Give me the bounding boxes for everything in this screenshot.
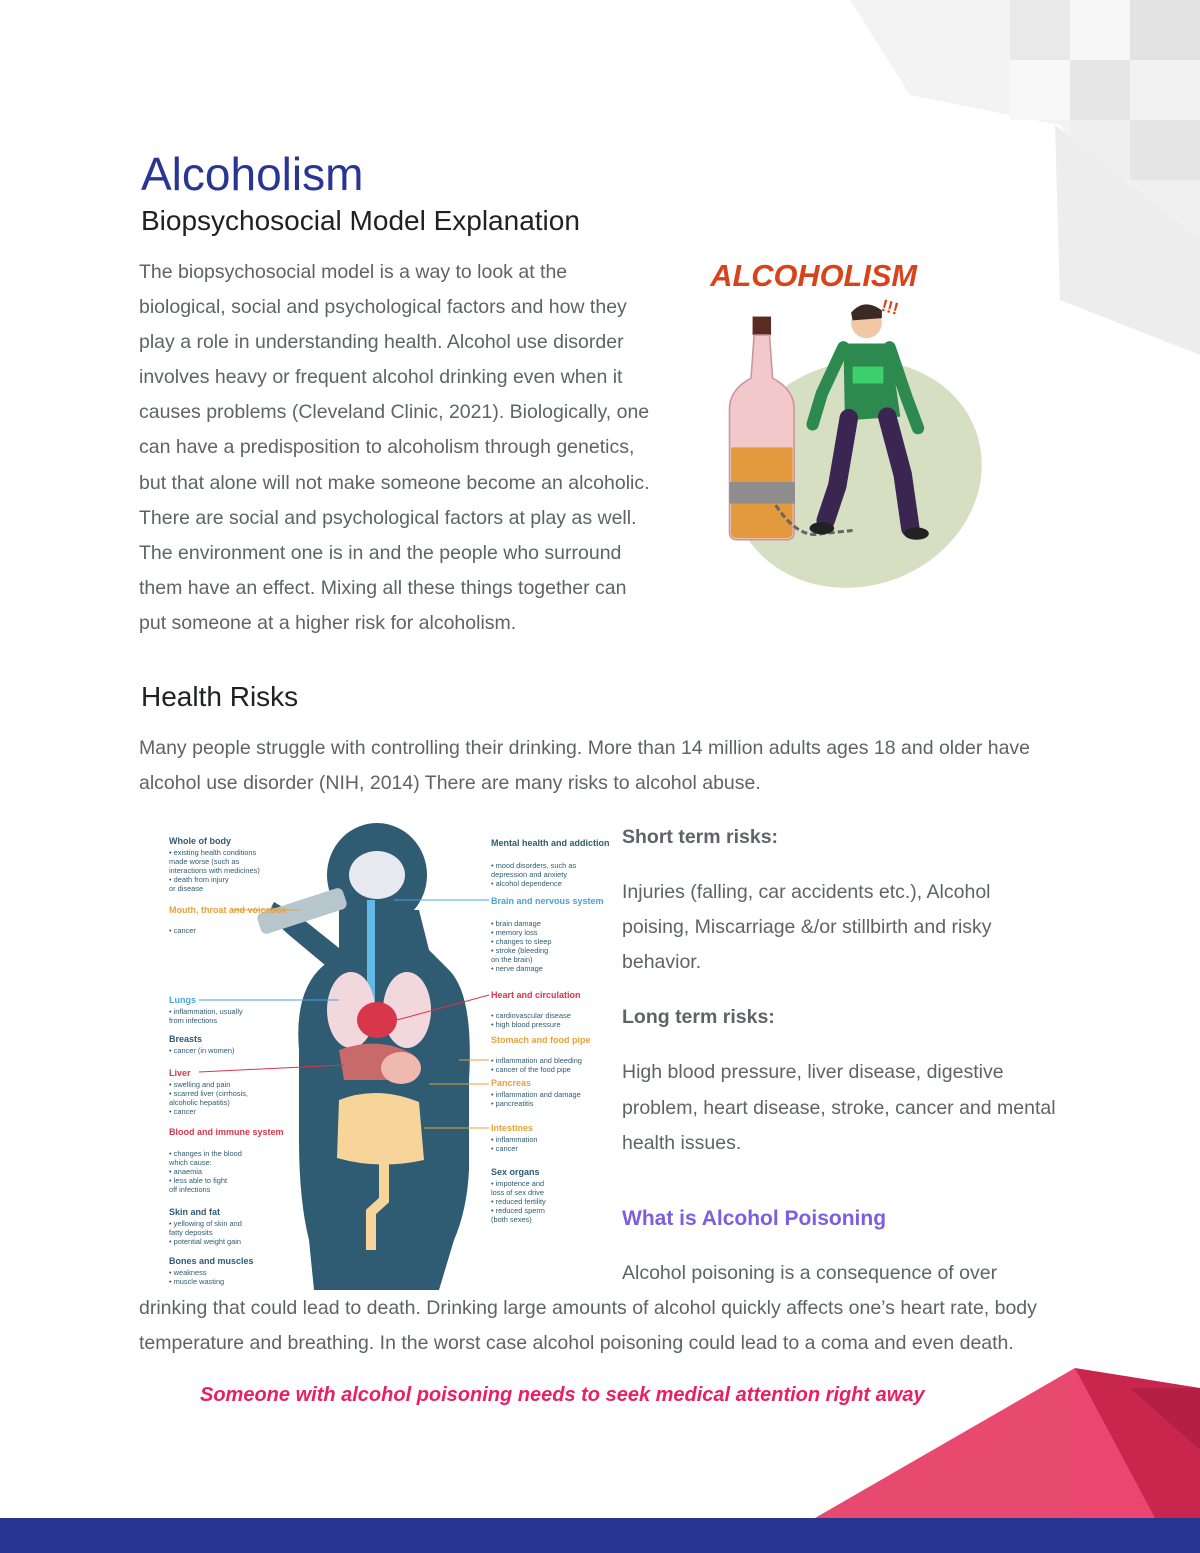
label-liver: Liver — [169, 1068, 191, 1078]
heart-organ — [357, 1002, 397, 1038]
label-sex-item-4: • reduced sperm — [491, 1206, 545, 1215]
label-blood-immune: Blood and immune system — [169, 1127, 284, 1137]
label-brain-item-3: • changes to sleep — [491, 937, 552, 946]
label-mental-item-1: • mood disorders, such as — [491, 861, 577, 870]
short-term-heading: Short term risks: — [622, 826, 779, 848]
label-skin-fat: Skin and fat — [169, 1207, 221, 1217]
label-whole-body-item-5: or disease — [169, 884, 204, 893]
label-whole-body-item-2: made worse (such as — [169, 857, 240, 866]
label-lungs: Lungs — [169, 995, 196, 1005]
label-pancreas-item-2: • pancreatitis — [491, 1099, 534, 1108]
alcohol-poisoning-text: Alcohol poisoning is a consequence of over drinking that could lead to death. Drinking large amounts of alcohol quickly affects one’s heart rate, body temperature and breathing. In the worst case alcohol poisoning could lead to a coma and even death. — [139, 1261, 1037, 1355]
label-whole-body-item-1: • existing health conditions — [169, 848, 257, 857]
label-blood-item-3: • anaemia — [169, 1167, 202, 1176]
body-effects-diagram — [139, 820, 622, 1290]
label-mental-item-3: • alcohol dependence — [491, 879, 562, 888]
label-stomach-item-2: • cancer of the food pipe — [491, 1065, 571, 1074]
stomach-organ — [381, 1052, 421, 1084]
label-bones-item-1: • weakness — [169, 1268, 207, 1277]
label-stomach-food-pipe: Stomach and food pipe — [491, 1035, 591, 1045]
label-brain-item-6: • nerve damage — [491, 964, 543, 973]
health-risks-paragraph: Many people struggle with controlling their drinking. More than 14 million adults ages 18 and older have alcohol use disorder (NIH, 2014) There are many risks to alcohol abuse. — [139, 737, 1031, 795]
label-whole-of-body: Whole of body — [169, 836, 231, 846]
label-heart-circulation: Heart and circulation — [491, 990, 581, 1000]
health-risks-heading: Health Risks — [141, 681, 299, 712]
label-blood-item-2: which cause: — [169, 1158, 212, 1167]
label-heart-item-1: • cardiovascular disease — [491, 1011, 571, 1020]
alcohol-poisoning-heading: What is Alcohol Poisoning — [622, 1206, 887, 1230]
body-diagram-svg — [139, 820, 622, 1290]
label-skin-item-1: • yellowing of skin and — [169, 1219, 242, 1228]
label-lungs-item-2: from infections — [169, 1016, 218, 1025]
label-pancreas-item-1: • inflammation and damage — [491, 1090, 581, 1099]
alcoholism-cartoon-image — [657, 255, 1019, 589]
label-sex-item-3: • reduced fertility — [491, 1197, 546, 1206]
label-sex-item-5: (both sexes) — [491, 1215, 532, 1224]
label-mouth-item-1: • cancer — [169, 926, 196, 935]
risks-section — [139, 820, 1059, 1361]
illustration-title-text: ALCOHOLISM — [710, 257, 918, 293]
brain-organ — [349, 851, 405, 899]
label-brain-item-5: on the brain) — [491, 955, 533, 964]
label-brain-item-2: • memory loss — [491, 928, 538, 937]
long-term-text: High blood pressure, liver disease, digestive problem, heart disease, stroke, cancer and mental health issues. — [622, 1061, 1056, 1154]
label-lungs-item-1: • inflammation, usually — [169, 1007, 243, 1016]
label-mental-health: Mental health and addiction — [491, 838, 610, 848]
label-blood-item-5: off infections — [169, 1185, 211, 1194]
page-subtitle: Biopsychosocial Model Explanation — [141, 205, 580, 236]
long-term-heading: Long term risks: — [622, 1006, 775, 1029]
label-sex-item-2: loss of sex drive — [491, 1188, 544, 1197]
label-liver-item-4: • cancer — [169, 1107, 196, 1116]
alcoholism-illustration — [657, 255, 1019, 589]
label-liver-item-1: • swelling and pain — [169, 1080, 231, 1089]
intro-paragraph — [139, 255, 1019, 641]
label-heart-item-2: • high blood pressure — [491, 1020, 561, 1029]
label-stomach-item-1: • inflammation and bleeding — [491, 1056, 582, 1065]
medical-attention-callout: Someone with alcohol poisoning needs to seek medical attention right away — [200, 1384, 925, 1406]
label-liver-item-3: alcoholic hepatitis) — [169, 1098, 230, 1107]
illustration-exclaim-text: !!! — [879, 295, 901, 319]
label-brain-item-4: • stroke (bleeding — [491, 946, 549, 955]
label-blood-item-1: • changes in the blood — [169, 1149, 242, 1158]
intestines-organ — [337, 1093, 424, 1165]
label-intestines-item-2: • cancer — [491, 1144, 518, 1153]
label-intestines-item-1: • inflammation — [491, 1135, 538, 1144]
label-brain-item-1: • brain damage — [491, 919, 541, 928]
label-blood-item-4: • less able to fight — [169, 1176, 228, 1185]
label-sex-organs: Sex organs — [491, 1167, 540, 1177]
label-whole-body-item-3: interactions with medicines) — [169, 866, 260, 875]
page-title: Alcoholism — [141, 148, 364, 200]
label-skin-item-3: • potential weight gain — [169, 1237, 242, 1246]
label-breasts-item-1: • cancer (in women) — [169, 1046, 235, 1055]
intro-text: The biopsychosocial model is a way to look at the biological, social and psychological factors and how they play a role in understanding health. Alcohol use disorder involves heavy or frequent alcohol drinking even when it causes problems (Cleveland Clinic, 2021). Biologically, one can have a predisposition to alcoholism through genetics, but that alone will not make someone become an alcoholic. There are social and psychological factors at play as well. The environment one is in and the people who surround them have an effect. Mixing all these things together can put someone at a higher risk for alcoholism. — [139, 261, 650, 634]
label-skin-item-2: fatty deposits — [169, 1228, 213, 1237]
label-whole-body-item-4: • death from injury — [169, 875, 229, 884]
label-mouth-throat: Mouth, throat and voicebox — [169, 905, 287, 915]
short-term-text: Injuries (falling, car accidents etc.), Alcohol poising, Miscarriage &/or stillbirth and risky behavior. — [622, 881, 992, 974]
label-bones-muscles: Bones and muscles — [169, 1256, 254, 1266]
label-sex-item-1: • impotence and — [491, 1179, 545, 1188]
label-intestines: Intestines — [491, 1123, 534, 1133]
label-liver-item-2: • scarred liver (cirrhosis, — [169, 1089, 248, 1098]
label-pancreas: Pancreas — [491, 1078, 532, 1088]
label-mental-item-2: depression and anxiety — [491, 870, 568, 879]
label-brain-nervous: Brain and nervous system — [491, 896, 604, 906]
label-breasts: Breasts — [169, 1034, 203, 1044]
label-bones-item-2: • muscle wasting — [169, 1277, 225, 1286]
